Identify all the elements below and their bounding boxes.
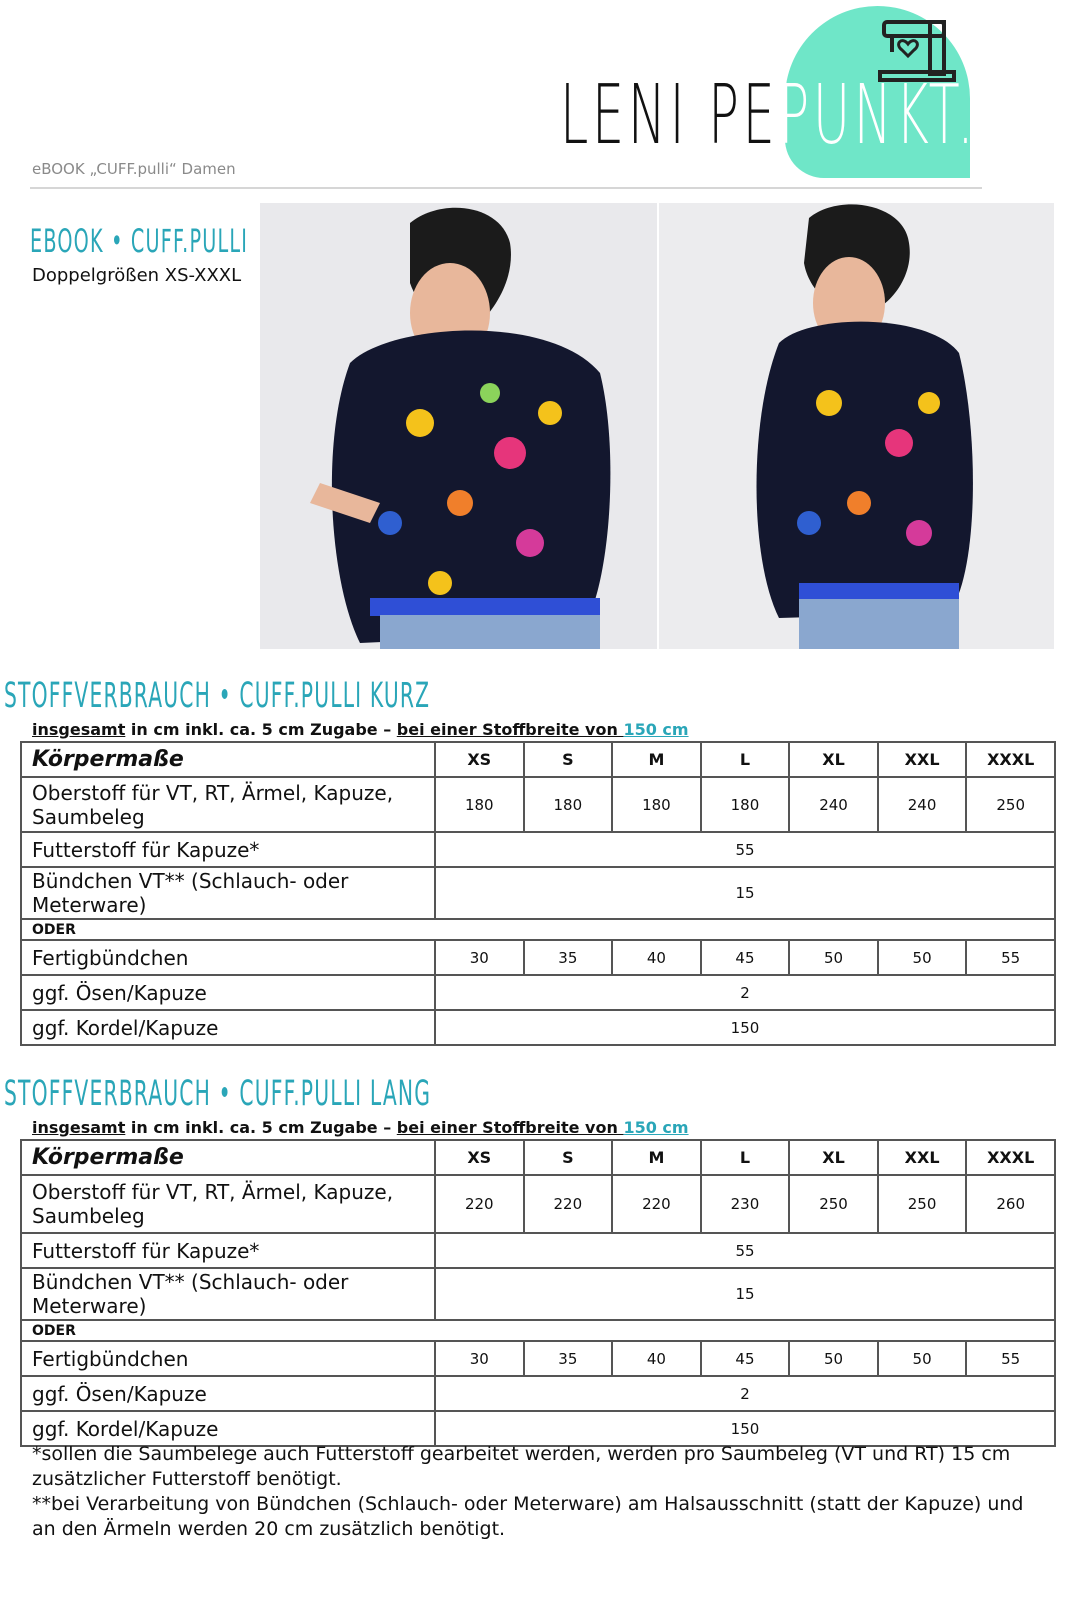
cell-value: 180 <box>524 777 613 832</box>
row-label: Fertigbündchen <box>21 940 435 975</box>
row-label: Oberstoff für VT, RT, Ärmel, Kapuze, Saumbeleg <box>21 1175 435 1233</box>
size-header: S <box>524 1140 613 1175</box>
product-photo-side <box>659 203 1054 649</box>
oder-spacer <box>435 919 1055 940</box>
oder-label: ODER <box>21 919 435 940</box>
table-row <box>21 1341 1055 1376</box>
cell-value: 15 <box>435 1268 1055 1320</box>
table-row <box>21 1175 1055 1233</box>
row-label: Bündchen VT** (Schlauch- oder Meterware) <box>21 867 435 919</box>
row-label: Futterstoff für Kapuze* <box>21 832 435 867</box>
header-divider <box>30 187 982 189</box>
table-kurz <box>20 741 1056 1046</box>
cell-value: 15 <box>435 867 1055 919</box>
row-label: Oberstoff für VT, RT, Ärmel, Kapuze, Saumbeleg <box>21 777 435 832</box>
table-row <box>21 919 1055 940</box>
table-row <box>21 1268 1055 1320</box>
product-photo-front <box>260 203 657 649</box>
cell-value: 50 <box>878 1341 967 1376</box>
cell-value: 250 <box>878 1175 967 1233</box>
cell-value: 150 <box>435 1010 1055 1045</box>
row-label: ggf. Ösen/Kapuze <box>21 975 435 1010</box>
cell-value: 180 <box>435 777 524 832</box>
oder-label: ODER <box>21 1320 435 1341</box>
section-title-kurz: STOFFVERBRAUCH • CUFF.PULLI KURZ <box>4 676 431 716</box>
cell-value: 55 <box>966 1341 1055 1376</box>
oder-spacer <box>435 1320 1055 1341</box>
cell-value: 230 <box>701 1175 790 1233</box>
size-header: XS <box>435 1140 524 1175</box>
logo-text: LENI PEPUNKT. <box>560 68 978 163</box>
row-label: Futterstoff für Kapuze* <box>21 1233 435 1268</box>
table-row <box>21 1010 1055 1045</box>
size-header: M <box>612 742 701 777</box>
table-lang <box>20 1139 1056 1447</box>
cell-value: 220 <box>435 1175 524 1233</box>
table-row <box>21 1233 1055 1268</box>
table-row <box>21 1411 1055 1446</box>
cell-value: 220 <box>524 1175 613 1233</box>
footnote-2: **bei Verarbeitung von Bündchen (Schlauch- oder Meterware) am Halsausschnitt (statt der Kapuze) und an den Ärmeln werden 20 cm zusätzlich benötigt. <box>32 1493 1024 1540</box>
table-row <box>21 1376 1055 1411</box>
cell-value: 45 <box>701 1341 790 1376</box>
cell-value: 2 <box>435 975 1055 1010</box>
table-row <box>21 742 1055 777</box>
row-label: ggf. Ösen/Kapuze <box>21 1376 435 1411</box>
cell-value: 240 <box>878 777 967 832</box>
cell-value: 260 <box>966 1175 1055 1233</box>
cell-value: 35 <box>524 1341 613 1376</box>
ebook-subtitle: Doppelgrößen XS-XXXL <box>32 265 242 286</box>
cell-value: 55 <box>435 1233 1055 1268</box>
size-header: M <box>612 1140 701 1175</box>
size-header: XL <box>789 742 878 777</box>
cell-value: 55 <box>435 832 1055 867</box>
size-header: XS <box>435 742 524 777</box>
cell-value: 55 <box>966 940 1055 975</box>
ebook-title: EBOOK • CUFF.PULLI <box>30 222 249 260</box>
row-label: ggf. Kordel/Kapuze <box>21 1010 435 1045</box>
size-header: XL <box>789 1140 878 1175</box>
table-head: Körpermaße <box>21 1140 435 1175</box>
table-row <box>21 832 1055 867</box>
cell-value: 180 <box>612 777 701 832</box>
section-title-lang: STOFFVERBRAUCH • CUFF.PULLI LANG <box>4 1074 432 1114</box>
cell-value: 2 <box>435 1376 1055 1411</box>
cell-value: 40 <box>612 1341 701 1376</box>
table-row <box>21 867 1055 919</box>
fabric-note-lang: insgesamt in cm inkl. ca. 5 cm Zugabe – bei einer Stoffbreite von 150 cm <box>32 1118 689 1137</box>
cell-value: 250 <box>789 1175 878 1233</box>
table-row <box>21 975 1055 1010</box>
cell-value: 50 <box>878 940 967 975</box>
logo <box>560 0 980 185</box>
cell-value: 45 <box>701 940 790 975</box>
cell-value: 50 <box>789 940 878 975</box>
fabric-note-kurz: insgesamt in cm inkl. ca. 5 cm Zugabe – bei einer Stoffbreite von 150 cm <box>32 720 689 739</box>
size-header: L <box>701 1140 790 1175</box>
size-header: XXL <box>878 742 967 777</box>
cell-value: 35 <box>524 940 613 975</box>
cell-value: 220 <box>612 1175 701 1233</box>
table-head: Körpermaße <box>21 742 435 777</box>
row-label: ggf. Kordel/Kapuze <box>21 1411 435 1446</box>
cell-value: 150 <box>435 1411 1055 1446</box>
cell-value: 30 <box>435 1341 524 1376</box>
size-header: XXXL <box>966 1140 1055 1175</box>
size-header: L <box>701 742 790 777</box>
table-row <box>21 777 1055 832</box>
row-label: Bündchen VT** (Schlauch- oder Meterware) <box>21 1268 435 1320</box>
footnotes <box>32 1442 1032 1542</box>
table-row <box>21 1320 1055 1341</box>
cell-value: 30 <box>435 940 524 975</box>
size-header: XXL <box>878 1140 967 1175</box>
row-label: Fertigbündchen <box>21 1341 435 1376</box>
cell-value: 240 <box>789 777 878 832</box>
table-row <box>21 1140 1055 1175</box>
footnote-1: *sollen die Saumbelege auch Futterstoff gearbeitet werden, werden pro Saumbeleg (VT und RT) 15 cm zusätzlicher Futterstoff benötigt. <box>32 1443 1011 1490</box>
cell-value: 180 <box>701 777 790 832</box>
header-subtitle: eBOOK „CUFF.pulli“ Damen <box>32 160 236 178</box>
cell-value: 40 <box>612 940 701 975</box>
cell-value: 250 <box>966 777 1055 832</box>
cell-value: 50 <box>789 1341 878 1376</box>
table-row <box>21 940 1055 975</box>
size-header: XXXL <box>966 742 1055 777</box>
size-header: S <box>524 742 613 777</box>
